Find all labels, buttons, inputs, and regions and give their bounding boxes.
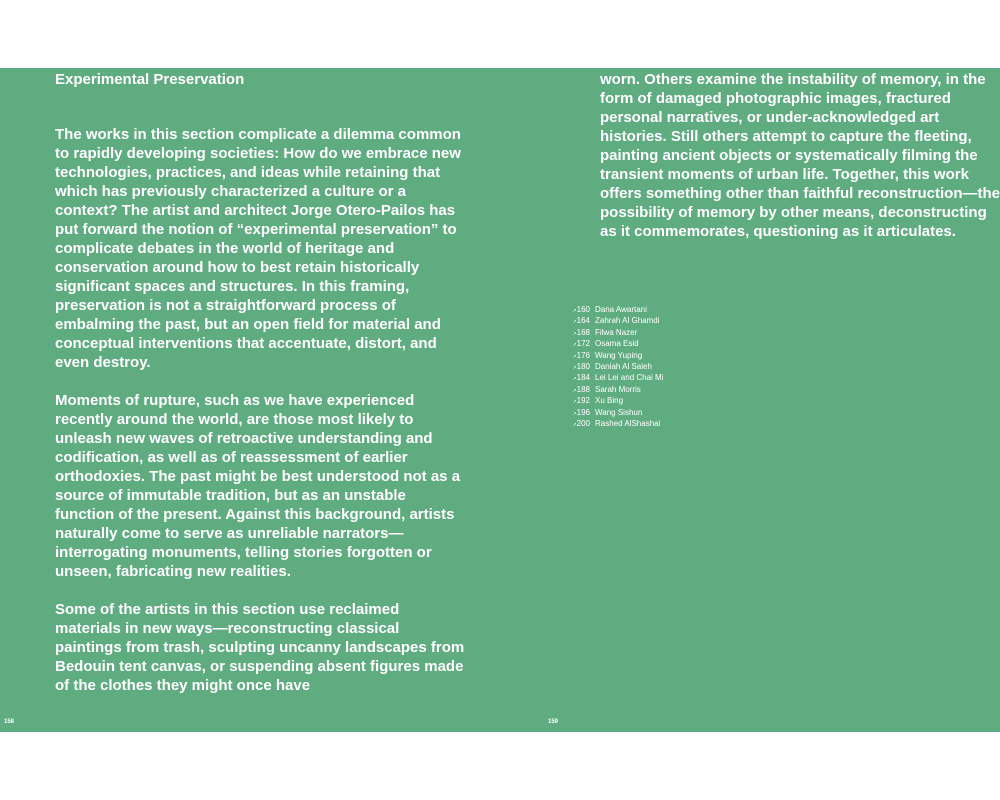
- arrow-icon: ↗: [572, 353, 577, 360]
- artist-page-ref: [565, 339, 595, 350]
- artist-page-ref: [565, 419, 595, 430]
- body-paragraph: worn. Others examine the instability of memory, in the form of damaged photographic images, fractured personal narratives, or under-acknowledged art histories. Still others attempt to capture the fleeting, painting ancient objects or systematically filming the transient moments of urban life. Together, this work offers something other than faithful reconstruction—the possibility of memory by other means, deconstructing as it commemorates, questioning as it articulates.: [600, 71, 1000, 240]
- artist-name: Dana Awartani: [595, 305, 647, 314]
- page-number-left: 158: [4, 719, 15, 725]
- page-number-right: 159: [548, 719, 559, 725]
- artist-page-ref: [565, 408, 595, 419]
- artist-index-item: [565, 362, 663, 373]
- artist-page-ref: [565, 385, 595, 396]
- artist-page-ref: [565, 362, 595, 373]
- left-body-text: [55, 125, 465, 714]
- artist-page-number: 184: [576, 373, 590, 383]
- artist-index-item: [565, 419, 663, 430]
- body-paragraph: Some of the artists in this section use reclaimed materials in new ways—reconstructing classical paintings from trash, sculpting uncanny landscapes from Bedouin tent canvas, or suspending absent figures made of the clothes they might once have: [55, 601, 465, 694]
- artist-index-item: [565, 305, 663, 316]
- arrow-icon: ↗: [572, 399, 577, 406]
- left-page: [0, 68, 545, 732]
- artist-page-ref: [565, 373, 595, 384]
- artist-page-ref: [565, 351, 595, 362]
- artist-index-item: [565, 316, 663, 327]
- artist-page-number: 196: [576, 407, 590, 417]
- artist-index-item: [565, 385, 663, 396]
- artist-name: Daniah Al Saleh: [595, 362, 652, 372]
- artist-name: Zahrah Al Ghamdi: [595, 316, 660, 326]
- right-page: [545, 68, 1000, 732]
- artist-index-item: [565, 373, 663, 384]
- arrow-icon: ↗: [572, 365, 577, 372]
- artist-page-number: 176: [576, 350, 590, 360]
- artist-page-ref: [565, 396, 595, 407]
- artist-page-number: 168: [576, 327, 590, 337]
- artist-name: Sarah Morris: [595, 384, 641, 394]
- arrow-icon: ↗: [572, 387, 577, 394]
- artist-page-number: 188: [576, 384, 590, 394]
- artist-name: Wang Yuping: [595, 350, 643, 360]
- artist-page-number: 200: [576, 419, 590, 429]
- artist-name: Lei Lei and Chai Mi: [595, 373, 664, 383]
- arrow-icon: ↗: [572, 422, 577, 429]
- artist-name: Wang Sishun: [595, 407, 643, 417]
- artist-page-number: 164: [576, 316, 590, 326]
- artist-index-item: [565, 339, 663, 350]
- arrow-icon: ↗: [572, 410, 577, 417]
- arrow-icon: ↗: [572, 319, 577, 326]
- arrow-icon: ↗: [572, 330, 577, 337]
- artist-page-number: 172: [576, 339, 590, 349]
- artist-index-item: [565, 328, 663, 339]
- arrow-icon: ↗: [572, 376, 577, 383]
- artist-name: Xu Bing: [595, 396, 624, 406]
- artist-page-ref: [565, 305, 595, 316]
- artist-page-number: 180: [576, 362, 590, 372]
- arrow-icon: ↗: [572, 342, 577, 349]
- artist-index-item: [565, 408, 663, 419]
- body-paragraph: Moments of rupture, such as we have experienced recently around the world, are those most likely to unleash new waves of retroactive understanding and codification, as well as of reassessment of earlier orthodoxies. The past might be best understood not as a source of immutable tradition, but as an unstable function of the present. Against this background, artists naturally come to serve as unreliable narrators—interrogating monuments, telling stories forgotten or unseen, fabricating new realities.: [55, 392, 461, 580]
- right-body-text: [600, 70, 1000, 241]
- artist-page-number: 192: [576, 396, 590, 406]
- artist-name: Rashed AlShashai: [595, 419, 661, 429]
- artist-index: [565, 305, 663, 430]
- artist-page-ref: [565, 316, 595, 327]
- artist-page-ref: [565, 328, 595, 339]
- artist-name: Filwa Nazer: [595, 327, 638, 337]
- artist-index-item: [565, 351, 663, 362]
- section-heading: Experimental Preservation: [55, 71, 245, 88]
- artist-index-item: [565, 396, 663, 407]
- body-paragraph: The works in this section complicate a dilemma common to rapidly developing societies: How do we embrace new technologies, practices, and ideas while retaining that which has previously characterized a culture or a context? The artist and architect Jorge Otero-Pailos has put forward the notion of “experimental preservation” to complicate debates in the world of heritage and conservation around how to best retain historically significant spaces and structures. In this framing, preservation is not a straightforward process of embalming the past, but an open field for material and conceptual interventions that accentuate, distort, and even destroy.: [55, 126, 461, 371]
- artist-page-number: 160: [576, 305, 590, 314]
- book-spread: [0, 68, 1000, 732]
- arrow-icon: ↗: [572, 308, 577, 314]
- artist-name: Osama Esid: [595, 339, 639, 349]
